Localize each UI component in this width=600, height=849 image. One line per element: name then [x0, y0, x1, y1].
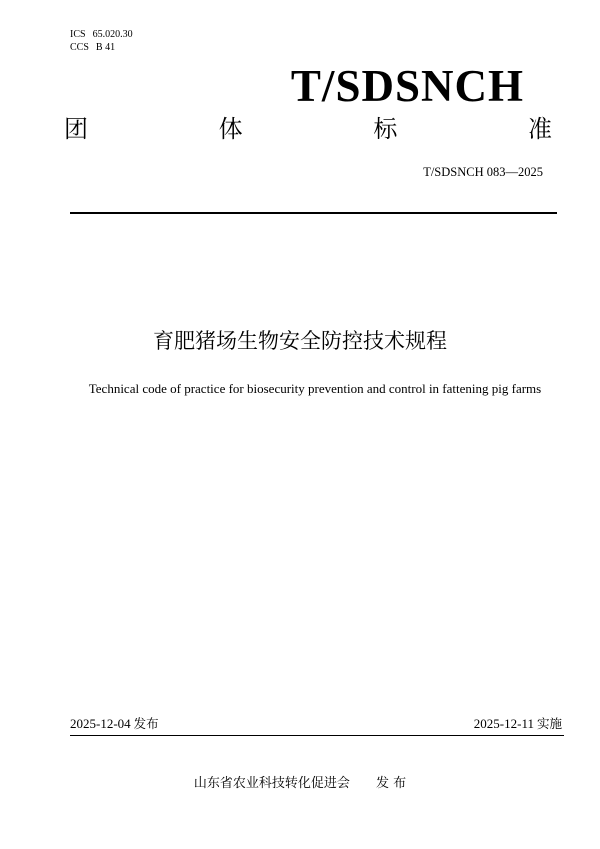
standard-type-char: 准 [527, 115, 552, 143]
publish-date-line [70, 716, 159, 732]
ics-classification [70, 29, 133, 41]
document-title-chinese: 育肥猪场生物安全防控技术规程 [153, 329, 447, 353]
ics-label: ICS [70, 29, 86, 40]
ccs-code: B 41 [95, 42, 116, 53]
implement-date-line [474, 716, 562, 732]
standard-brand-code: T/SDSNCH [290, 61, 524, 111]
header-divider [70, 212, 557, 214]
ccs-classification [70, 42, 115, 54]
implement-label: 实施 [536, 716, 562, 731]
ics-code: 65.020.30 [92, 29, 133, 40]
footer-divider [70, 735, 564, 736]
publisher-action: 发 布 [375, 776, 407, 791]
implement-date: 2025-12-11 [473, 716, 534, 731]
standard-type-char: 标 [373, 115, 398, 143]
standard-type-heading [64, 114, 552, 144]
publisher-name: 山东省农业科技转化促进会 [193, 776, 350, 791]
ccs-label: CCS [70, 42, 89, 53]
standard-type-char: 团 [64, 115, 88, 143]
document-title-english: Technical code of practice for biosecurity prevention and control in fattening pig farms [88, 381, 542, 396]
standard-type-char: 体 [218, 115, 243, 143]
standard-number: T/SDSNCH 083—2025 [423, 165, 543, 179]
publish-label: 发布 [133, 716, 159, 731]
publish-date: 2025-12-04 [70, 716, 131, 731]
publisher-line [0, 775, 600, 793]
